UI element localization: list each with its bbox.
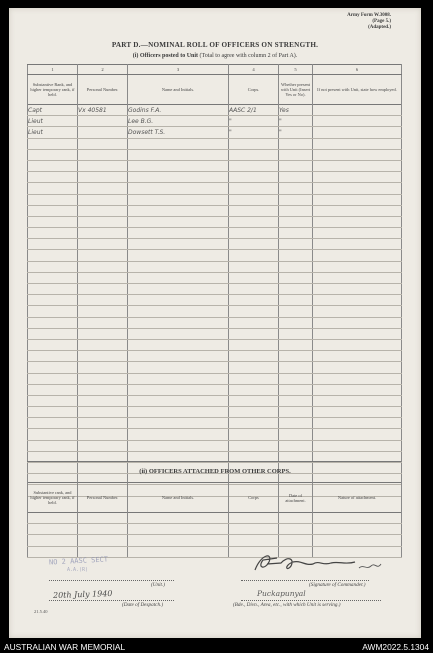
table-cell: [313, 328, 402, 339]
table-cell: [279, 306, 313, 317]
table-row: [28, 513, 402, 524]
table-cell: [28, 172, 78, 183]
table-cell: [279, 239, 313, 250]
header-personal-number-2: Personal Number.: [78, 483, 128, 513]
table-cell: [28, 261, 78, 272]
table-cell: [229, 295, 279, 306]
table-cell: [28, 373, 78, 384]
table-cell: [313, 440, 402, 451]
table-cell: [313, 172, 402, 183]
table-row: [28, 105, 402, 116]
table-cell: [279, 172, 313, 183]
column-number: 2: [78, 65, 128, 75]
table-cell: [128, 149, 229, 160]
table-cell: [78, 524, 128, 535]
table-cell: [279, 228, 313, 239]
table-cell: [313, 149, 402, 160]
table-cell: [128, 138, 229, 149]
table-cell: [128, 194, 229, 205]
table-cell: [28, 418, 78, 429]
table-cell: [78, 440, 128, 451]
table-cell: [279, 362, 313, 373]
table-cell: [78, 250, 128, 261]
table-cell: [313, 295, 402, 306]
column-number-row: [28, 65, 402, 75]
table-cell: [313, 160, 402, 171]
table-cell: [128, 183, 229, 194]
table-cell: [229, 306, 279, 317]
table-cell: [28, 384, 78, 395]
officers-posted-table: [27, 64, 402, 497]
table-cell: [229, 138, 279, 149]
table-cell: [229, 524, 279, 535]
table-cell: [28, 328, 78, 339]
form-sheet: [9, 8, 421, 638]
table-cell: [28, 272, 78, 283]
table-row: [28, 172, 402, 183]
table-cell: [313, 138, 402, 149]
table-cell: [313, 429, 402, 440]
table-cell: [229, 261, 279, 272]
table-cell: [279, 149, 313, 160]
table-cell: [128, 205, 229, 216]
table-row: [28, 205, 402, 216]
table-cell: [128, 524, 229, 535]
table-cell: [78, 384, 128, 395]
date-line: [49, 600, 174, 601]
table-cell: [78, 429, 128, 440]
table-cell: Yes: [279, 105, 313, 116]
table-cell: Capt: [28, 105, 78, 116]
form-page: (Page 5.): [372, 19, 391, 24]
column-number: 4: [229, 65, 279, 75]
table-cell: [279, 535, 313, 546]
table-cell: [313, 317, 402, 328]
table-cell: [229, 395, 279, 406]
table-row: [28, 373, 402, 384]
table-cell: Lieut: [28, 127, 78, 138]
table-cell: [229, 250, 279, 261]
table-cell: [279, 261, 313, 272]
table-row: [28, 194, 402, 205]
table-row: [28, 284, 402, 295]
subtitle-bold: (i) Officers posted to Unit: [132, 53, 199, 59]
table-cell: [28, 284, 78, 295]
table-cell: [78, 228, 128, 239]
table-cell: [128, 407, 229, 418]
table-cell: [28, 395, 78, 406]
header-row-2: [28, 483, 402, 513]
table-cell: [229, 418, 279, 429]
table-cell: [313, 205, 402, 216]
table-cell: [279, 418, 313, 429]
table-cell: [279, 513, 313, 524]
table-cell: [229, 384, 279, 395]
table-row: [28, 138, 402, 149]
table-row: [28, 261, 402, 272]
table-cell: [78, 317, 128, 328]
header-name: Name and Initials.: [128, 75, 229, 105]
table-cell: [229, 160, 279, 171]
section-divider: [27, 461, 401, 462]
table-cell: [128, 351, 229, 362]
subtitle-rest: (Total to agree with column 2 of Part A).: [198, 53, 298, 59]
table-cell: [313, 351, 402, 362]
header-attachment-date: Date of attachment.: [279, 483, 313, 513]
header-attachment-nature: Nature of attachment.: [313, 483, 402, 513]
table-cell: [128, 160, 229, 171]
table-cell: [78, 306, 128, 317]
table-cell: [28, 205, 78, 216]
column-number: 5: [279, 65, 313, 75]
print-code: 21.5.40: [34, 609, 48, 614]
table-row: [28, 183, 402, 194]
table-row: [28, 149, 402, 160]
table-cell: [279, 440, 313, 451]
table-cell: [128, 239, 229, 250]
table-cell: [78, 149, 128, 160]
table-cell: [128, 546, 229, 557]
table-cell: [313, 284, 402, 295]
table-cell: [229, 239, 279, 250]
table-cell: [313, 272, 402, 283]
footer-institution: AUSTRALIAN WAR MEMORIAL: [4, 642, 126, 652]
table-cell: [279, 216, 313, 227]
table-cell: [229, 429, 279, 440]
table-cell: [78, 395, 128, 406]
table-cell: [128, 228, 229, 239]
table-cell: Lieut: [28, 116, 78, 127]
table-cell: [279, 429, 313, 440]
table-row: [28, 160, 402, 171]
table-cell: AASC 2/1: [229, 105, 279, 116]
table-cell: [229, 205, 279, 216]
table-cell: [78, 116, 128, 127]
table-cell: [78, 284, 128, 295]
table-cell: [128, 429, 229, 440]
commander-signature: [247, 548, 387, 578]
table-cell: [128, 328, 229, 339]
table-cell: [78, 339, 128, 350]
signature-line: [241, 580, 369, 581]
table-cell: [313, 194, 402, 205]
table-cell: [78, 183, 128, 194]
table-row: [28, 295, 402, 306]
footer-accession: AWM2022.5.1304: [362, 642, 429, 652]
table-cell: [279, 384, 313, 395]
despatch-date: 20th July 1940: [52, 588, 113, 601]
column-number: 3: [128, 65, 229, 75]
table-cell: [78, 261, 128, 272]
form-number: Army Form W.3008.: [347, 13, 391, 18]
unit-line: [49, 580, 174, 581]
table-cell: [128, 384, 229, 395]
table-cell: [78, 328, 128, 339]
table-cell: [313, 183, 402, 194]
header-row: [28, 75, 402, 105]
table-cell: [28, 138, 78, 149]
table-cell: [313, 261, 402, 272]
header-rank-2: Substantive rank, and higher temporary rank, if held.: [28, 483, 78, 513]
table-cell: [279, 194, 313, 205]
table-cell: [78, 373, 128, 384]
table-cell: [313, 418, 402, 429]
table-cell: ": [229, 116, 279, 127]
table-cell: [279, 339, 313, 350]
table-cell: [229, 172, 279, 183]
table-cell: [78, 239, 128, 250]
table-row: [28, 362, 402, 373]
officers-attached-table: [27, 482, 402, 558]
header-name-2: Name and Initials.: [128, 483, 229, 513]
table-cell: [229, 317, 279, 328]
table-cell: [279, 205, 313, 216]
table-cell: [78, 127, 128, 138]
table-cell: [279, 284, 313, 295]
page-subtitle: [9, 53, 421, 59]
unit-stamp-sub: A.A.(R): [67, 567, 89, 573]
table-cell: [229, 339, 279, 350]
table-cell: [28, 250, 78, 261]
table-cell: [78, 216, 128, 227]
table-cell: [229, 284, 279, 295]
form-identifier: [347, 13, 391, 31]
table-cell: [313, 395, 402, 406]
table-cell: Vx 40581: [78, 105, 128, 116]
table-cell: [28, 317, 78, 328]
table-cell: [229, 362, 279, 373]
table-cell: [128, 513, 229, 524]
table-cell: [279, 407, 313, 418]
table-cell: [78, 362, 128, 373]
table-cell: [28, 429, 78, 440]
section-2-title: (ii) OFFICERS ATTACHED FROM OTHER CORPS.: [139, 468, 291, 475]
table-cell: Godins F.A.: [128, 105, 229, 116]
table-cell: [128, 535, 229, 546]
table-cell: [28, 194, 78, 205]
column-number: 1: [28, 65, 78, 75]
table-cell: ": [229, 127, 279, 138]
table-cell: [128, 250, 229, 261]
table-cell: [28, 183, 78, 194]
table-cell: [28, 216, 78, 227]
table-cell: [128, 317, 229, 328]
table-cell: ": [279, 116, 313, 127]
table-row: [28, 339, 402, 350]
unit-stamp: NO 2 AASC SECT: [48, 555, 109, 567]
unit-label: (Unit.): [151, 582, 165, 588]
table-cell: [128, 339, 229, 350]
table-cell: [229, 440, 279, 451]
table-cell: [279, 524, 313, 535]
table-cell: [28, 149, 78, 160]
table-cell: [229, 351, 279, 362]
table-cell: [279, 317, 313, 328]
table-cell: [28, 546, 78, 557]
table-cell: [229, 149, 279, 160]
table-row: [28, 429, 402, 440]
table-row: [28, 239, 402, 250]
table-cell: [78, 160, 128, 171]
table-cell: [279, 272, 313, 283]
table-cell: [313, 407, 402, 418]
table-cell: [128, 261, 229, 272]
table-cell: [28, 440, 78, 451]
table-cell: [313, 306, 402, 317]
table-cell: [78, 418, 128, 429]
signature-text: FGodins: [247, 548, 251, 549]
serving-location: Puckapunyal: [257, 589, 306, 598]
table-cell: [313, 373, 402, 384]
table-row: [28, 216, 402, 227]
location-label: (Bde., Divn., Area, etc., with which Unit is serving.): [233, 602, 341, 608]
table-cell: [28, 513, 78, 524]
table-row: [28, 440, 402, 451]
table-cell: [279, 373, 313, 384]
table-cell: [229, 535, 279, 546]
table-cell: [128, 216, 229, 227]
table-cell: [229, 407, 279, 418]
table-cell: [229, 272, 279, 283]
table-cell: [313, 116, 402, 127]
table-cell: [28, 524, 78, 535]
table-cell: [128, 295, 229, 306]
table-row: [28, 524, 402, 535]
table-cell: [229, 373, 279, 384]
table-cell: [313, 362, 402, 373]
table-cell: [78, 205, 128, 216]
table-cell: [279, 160, 313, 171]
table-cell: [28, 295, 78, 306]
table-cell: [128, 395, 229, 406]
table-cell: [28, 160, 78, 171]
table-cell: [128, 418, 229, 429]
table-cell: [313, 216, 402, 227]
table-cell: [28, 239, 78, 250]
table-cell: [313, 535, 402, 546]
table-row: [28, 250, 402, 261]
table-cell: [28, 351, 78, 362]
table-cell: [28, 228, 78, 239]
table-cell: [78, 194, 128, 205]
archive-footer: [0, 640, 433, 653]
table-cell: [229, 513, 279, 524]
table-row: [28, 306, 402, 317]
table-cell: [78, 172, 128, 183]
table-row: [28, 328, 402, 339]
table-cell: [28, 407, 78, 418]
table-cell: [313, 127, 402, 138]
form-adapted: (Adapted.): [368, 25, 391, 30]
table-cell: [128, 362, 229, 373]
table-row: [28, 384, 402, 395]
table-cell: [229, 228, 279, 239]
table-cell: [78, 295, 128, 306]
table-cell: [28, 306, 78, 317]
location-line: [241, 600, 381, 601]
table-cell: [313, 384, 402, 395]
table-cell: [128, 306, 229, 317]
page-title: PART D.—NOMINAL ROLL OF OFFICERS ON STRENGTH.: [111, 41, 319, 49]
table-cell: ": [279, 127, 313, 138]
header-corps-2: Corps: [229, 483, 279, 513]
table-row: [28, 418, 402, 429]
despatch-label: (Date of Despatch.): [122, 602, 164, 608]
header-present: Whether present with Unit (Insert Yes or No).: [279, 75, 313, 105]
table-cell: [313, 239, 402, 250]
table-row: [28, 127, 402, 138]
table-cell: [229, 183, 279, 194]
table-cell: [128, 172, 229, 183]
table-row: [28, 351, 402, 362]
header-employment: If not present with Unit, state how employed.: [313, 75, 402, 105]
table-cell: [313, 250, 402, 261]
table-cell: [78, 535, 128, 546]
header-corps: Corps.: [229, 75, 279, 105]
header-personal-number: Personal Number.: [78, 75, 128, 105]
table-row: [28, 272, 402, 283]
table-cell: [78, 138, 128, 149]
table-cell: [313, 105, 402, 116]
table-cell: [279, 395, 313, 406]
table-cell: [279, 295, 313, 306]
table-cell: [279, 183, 313, 194]
table-cell: [128, 373, 229, 384]
table-cell: [279, 351, 313, 362]
table-cell: [313, 228, 402, 239]
table-row: [28, 395, 402, 406]
table-cell: Lee B.G.: [128, 116, 229, 127]
column-number: 6: [313, 65, 402, 75]
table-cell: [128, 284, 229, 295]
table-cell: [279, 250, 313, 261]
table-cell: [128, 440, 229, 451]
table-row: [28, 228, 402, 239]
table-cell: [229, 328, 279, 339]
table-cell: [28, 535, 78, 546]
signature-label: (Signature of Commander.): [309, 582, 366, 588]
table-cell: [78, 351, 128, 362]
table-cell: Dowsett T.S.: [128, 127, 229, 138]
table-row: [28, 317, 402, 328]
table-cell: [313, 513, 402, 524]
table-row: [28, 407, 402, 418]
table-cell: [313, 339, 402, 350]
table-cell: [279, 138, 313, 149]
table-cell: [78, 272, 128, 283]
table-cell: [28, 362, 78, 373]
table-row: [28, 535, 402, 546]
header-rank: Substantive Rank, and higher temporary rank, if held.: [28, 75, 78, 105]
table-cell: [313, 524, 402, 535]
table-cell: [78, 407, 128, 418]
table-cell: [28, 339, 78, 350]
table-row: [28, 116, 402, 127]
table-cell: [78, 513, 128, 524]
table-cell: [279, 328, 313, 339]
table-cell: [229, 216, 279, 227]
table-cell: [229, 194, 279, 205]
table-cell: [128, 272, 229, 283]
